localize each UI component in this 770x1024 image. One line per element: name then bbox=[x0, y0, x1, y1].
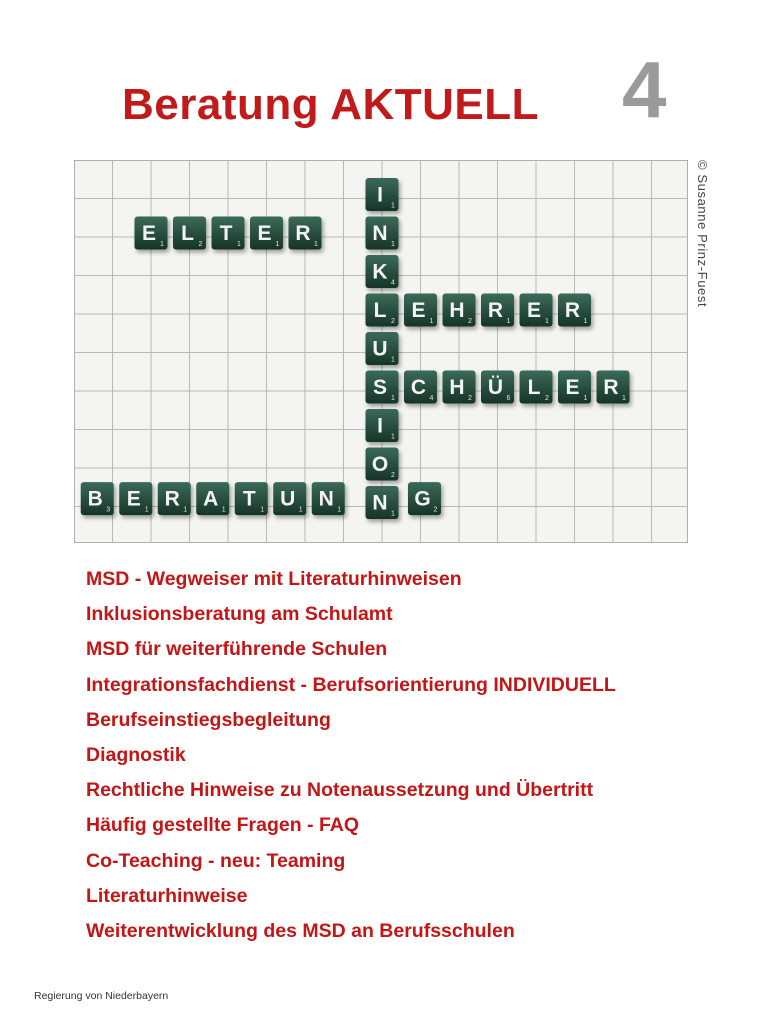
tile-value: 1 bbox=[583, 395, 588, 402]
topic-item: Literaturhinweise bbox=[86, 884, 248, 907]
tile-letter: E bbox=[257, 222, 272, 245]
tile-letter: O bbox=[371, 453, 389, 476]
tile-value: 1 bbox=[237, 241, 241, 248]
letter-tile bbox=[366, 371, 399, 404]
tile-value: 2 bbox=[433, 506, 438, 514]
topic-item: Berufseinstiegsbegleitung bbox=[86, 708, 331, 731]
tile-value: 1 bbox=[583, 318, 588, 325]
tile-letter: R bbox=[564, 299, 581, 322]
topic-item: Co-Teaching - neu: Teaming bbox=[86, 849, 346, 872]
issue-number: 4 bbox=[622, 45, 667, 134]
letter-tile bbox=[212, 217, 245, 250]
tile-value: 2 bbox=[391, 472, 395, 479]
tile-value: 1 bbox=[221, 506, 226, 514]
tile-value: 2 bbox=[468, 318, 472, 325]
tile-value: 1 bbox=[506, 318, 511, 325]
tile-value: 1 bbox=[391, 241, 395, 248]
letter-tile bbox=[366, 178, 399, 211]
tile-value: 1 bbox=[160, 241, 164, 248]
tile-letter: H bbox=[449, 299, 465, 322]
photo-copyright bbox=[690, 160, 714, 320]
tile-letter: C bbox=[410, 376, 427, 399]
tile-value: 1 bbox=[391, 356, 395, 364]
letter-tile bbox=[597, 371, 630, 404]
tile-letter: S bbox=[372, 376, 388, 399]
tile-letter: N bbox=[372, 491, 388, 515]
letter-tile bbox=[289, 217, 322, 250]
tile-value: 1 bbox=[183, 506, 188, 514]
letter-tile bbox=[558, 371, 591, 404]
topic-item: Integrationsfachdienst - Berufsorientierung INDIVIDUELL bbox=[86, 673, 616, 696]
letter-tile bbox=[481, 371, 514, 404]
tile-letter: U bbox=[372, 337, 388, 361]
tile-value: 2 bbox=[545, 395, 549, 402]
tile-letter: A bbox=[203, 487, 219, 511]
letter-tile bbox=[366, 409, 399, 442]
tile-value: 4 bbox=[391, 279, 395, 287]
letter-tile bbox=[408, 482, 441, 515]
tile-letter: T bbox=[219, 222, 233, 245]
tile-value: 1 bbox=[337, 506, 342, 514]
tile-value: 1 bbox=[391, 433, 395, 441]
letter-tile bbox=[481, 294, 514, 327]
tile-letter: N bbox=[372, 222, 388, 245]
tile-letter: I bbox=[377, 183, 383, 207]
tile-letter: H bbox=[449, 376, 465, 399]
tile-letter: R bbox=[603, 376, 619, 399]
copyright-text: © Susanne Prinz-Fuest bbox=[695, 160, 710, 308]
letter-tile bbox=[235, 482, 268, 515]
tile-letter: E bbox=[411, 299, 426, 322]
tile-letter: L bbox=[373, 299, 387, 322]
tile-letter: N bbox=[318, 487, 334, 511]
tile-value: 3 bbox=[106, 506, 111, 514]
tile-letter: E bbox=[565, 376, 580, 399]
tile-value: 1 bbox=[260, 506, 265, 514]
letter-tile bbox=[404, 294, 437, 327]
tile-value: 2 bbox=[468, 395, 472, 402]
letter-tile bbox=[173, 217, 206, 250]
letter-tile bbox=[81, 482, 114, 515]
tile-value: 6 bbox=[506, 395, 511, 402]
letter-tile bbox=[366, 255, 399, 288]
tile-value: 1 bbox=[429, 318, 434, 325]
tile-value: 1 bbox=[144, 506, 149, 514]
tile-letter: R bbox=[487, 299, 504, 322]
tile-letter: I bbox=[377, 414, 383, 438]
tile-letter: R bbox=[295, 222, 311, 245]
topic-item: Rechtliche Hinweise zu Notenaussetzung und Übertritt bbox=[86, 779, 594, 802]
tile-value: 1 bbox=[545, 318, 549, 325]
letter-tile bbox=[443, 294, 476, 327]
tile-value: 1 bbox=[391, 395, 395, 402]
page-title: Beratung AKTUELL bbox=[122, 80, 540, 129]
tile-value: 1 bbox=[314, 241, 318, 248]
topic-item: MSD für weiterführende Schulen bbox=[86, 638, 388, 661]
tile-letter: K bbox=[372, 260, 388, 284]
letter-tile bbox=[366, 217, 399, 250]
letter-tile bbox=[273, 482, 306, 515]
letter-tile bbox=[312, 482, 345, 515]
tile-value: 1 bbox=[391, 202, 395, 210]
topic-list bbox=[86, 562, 616, 949]
topic-item: Weiterentwicklung des MSD an Berufsschulen bbox=[86, 919, 515, 942]
tile-letter: T bbox=[242, 487, 256, 511]
letter-tile bbox=[158, 482, 191, 515]
tile-letter: G bbox=[414, 487, 431, 511]
letter-tile bbox=[119, 482, 152, 515]
tile-value: 1 bbox=[275, 241, 280, 248]
topic-item: Diagnostik bbox=[86, 743, 186, 766]
letter-tile bbox=[366, 486, 399, 519]
publisher-footer: Regierung von Niederbayern bbox=[34, 990, 169, 1002]
tile-letter: Ü bbox=[487, 376, 504, 399]
tile-letter: L bbox=[527, 376, 541, 399]
tile-letter: B bbox=[87, 487, 103, 511]
tile-letter: E bbox=[141, 222, 157, 245]
letter-tile bbox=[196, 482, 229, 515]
tile-letter: L bbox=[181, 222, 194, 245]
tile-value: 1 bbox=[298, 506, 303, 514]
scrabble-board-photo bbox=[74, 160, 688, 543]
topic-item: MSD - Wegweiser mit Literaturhinweisen bbox=[86, 568, 462, 590]
tile-value: 4 bbox=[429, 395, 434, 402]
letter-tile bbox=[558, 294, 591, 327]
tile-value: 2 bbox=[391, 318, 395, 325]
letter-tile bbox=[135, 217, 168, 250]
letter-tile bbox=[366, 448, 399, 481]
tile-letter: U bbox=[280, 487, 296, 511]
tile-value: 1 bbox=[622, 395, 626, 402]
topic-item: Häufig gestellte Fragen - FAQ bbox=[86, 814, 360, 837]
letter-tile bbox=[520, 294, 553, 327]
topic-item: Inklusionsberatung am Schulamt bbox=[86, 603, 393, 626]
letter-tile bbox=[250, 217, 283, 250]
tile-letter: E bbox=[126, 487, 141, 511]
tile-letter: E bbox=[526, 299, 542, 322]
letter-tile bbox=[520, 371, 553, 404]
letter-tile bbox=[404, 371, 437, 404]
tile-letter: R bbox=[164, 487, 180, 511]
tile-value: 2 bbox=[198, 241, 203, 248]
letter-tile bbox=[366, 332, 399, 365]
letter-tile bbox=[443, 371, 476, 404]
tile-value: 1 bbox=[391, 510, 395, 518]
letter-tile bbox=[366, 294, 399, 327]
